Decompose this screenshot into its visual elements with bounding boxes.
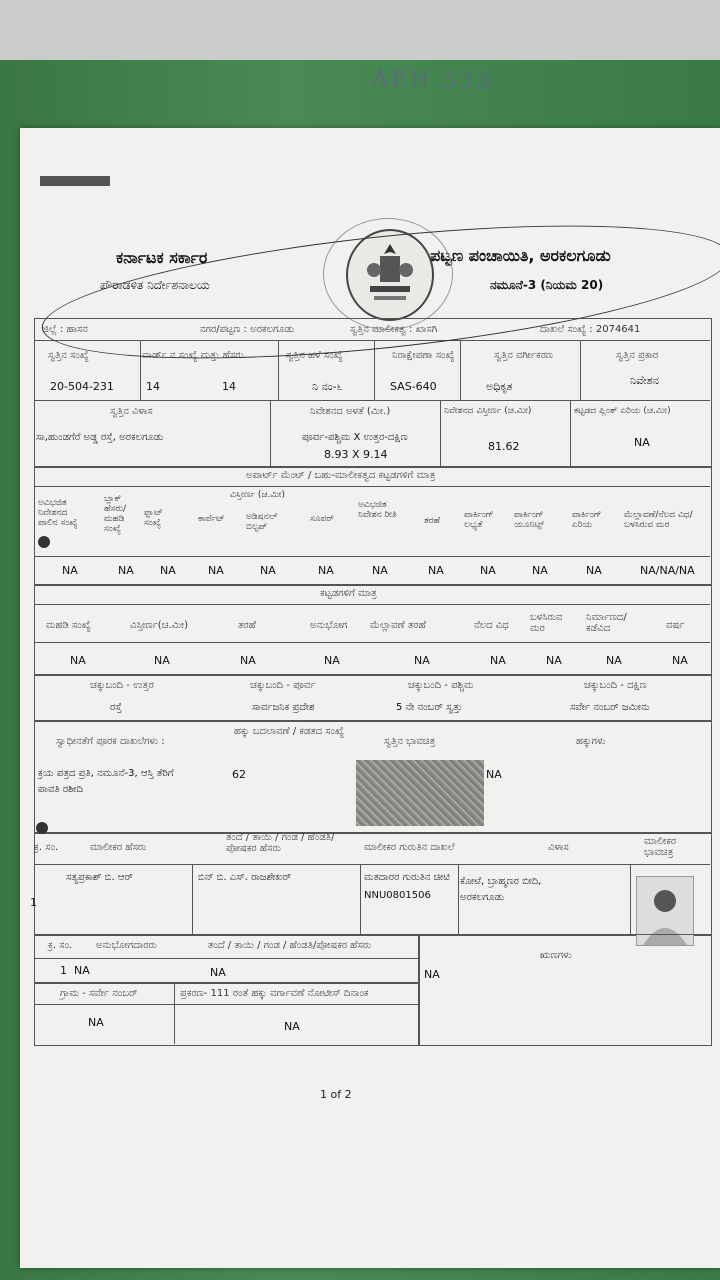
panchayat-title: ಪಟ್ಟಣ ಪಂಚಾಯಿತಿ, ಅರಕಲಗೂಡು (430, 246, 611, 265)
owner-id-number: NNU0801506 (364, 890, 431, 901)
bld-val-4: NA (324, 654, 340, 667)
col-address: ಸ್ವತ್ತಿನ ವಿಳಾಸ (110, 406, 153, 417)
occ-col-liabilities: ಋಣಗಳು (540, 950, 572, 961)
property-photo-label: ಸ್ವತ್ತಿನ ಭಾವಚಿತ್ರ (384, 736, 436, 747)
owner-sl-value: 1 (30, 896, 37, 909)
area-value: 81.62 (488, 440, 520, 453)
apt-val-7: NA (372, 564, 388, 577)
apt-val-4: NA (208, 564, 224, 577)
col-dimensions: ನಿವೇಶನದ ಅಳತೆ (ಮೀ.) (310, 406, 391, 417)
bld-col-5: ಮೆಲ್ಲಾವಣೆ ತರಹೆ (370, 620, 426, 631)
col-area: ನಿವೇಶನದ ವಿಸ್ತೀರ್ಣ (ಚ.ಮೀ) (444, 406, 532, 416)
form-title: ನಮೂನೆ-3 (ನಿಯಮ 20) (490, 278, 604, 292)
owner-name-value: ಸತ್ಯಪ್ರಕಾಶ್ ಬಿ. ಆರ್ (66, 872, 133, 883)
apt-col-6: ಸೂಪರ್ (310, 514, 334, 524)
owner-col-name: ಮಾಲೀಕರ ಹೆಸರು (90, 842, 147, 853)
bld-val-6: NA (490, 654, 506, 667)
apt-col-4: ಕಾರ್ಪೆಟ್ (198, 514, 225, 524)
owner-address-1: ಕೋಟೆ, ಬ್ರಾಹ್ಮಣರ ಬೀದಿ, (460, 876, 542, 887)
north-label: ಚಕ್ಕುಬಂದಿ - ಉತ್ತರ (90, 680, 154, 691)
survey-col-1: ಗ್ರಾಮ - ಸರ್ವೇ ನಂಬರ್ (60, 988, 138, 999)
owner-col-address: ವಿಳಾಸ (548, 842, 569, 853)
dims-direction: ಪೂರ್ವ-ಪಶ್ಚಿಮ X ಉತ್ತರ-ದಕ್ಷಿಣ (302, 432, 408, 443)
apt-col-11: ಪಾರ್ಕಿಂಗ್ ಏರಿಯ (572, 510, 602, 530)
doc-text-1: ಕ್ರಯ ಪತ್ರದ ಪ್ರತಿ, ನಮೂನೆ-3, ಆಸ್ತಿ ತೆರಿಗೆ (38, 768, 174, 779)
col-old-no: ಸ್ವತ್ತಿನ ಹಳೆ ಸಂಖ್ಯೆ (286, 350, 343, 361)
col-noc: ನಿರಾಕ್ಷೇಪಣಾ ಸಂಖ್ಯೆ (392, 350, 455, 361)
survey-val-2: NA (284, 1020, 300, 1033)
bld-col-8: ನಿರ್ಮಾಣದ/ ಕಡೆವಿದ (586, 612, 627, 634)
apt-col-1: ಅವಿಭಜಿತ ನಿವೇಶನದ ಪಾಲಿನ ಸಂಖ್ಯೆ (38, 498, 78, 528)
document-page (20, 128, 720, 1268)
dims-value: 8.93 X 9.14 (324, 448, 388, 461)
rights-change-label: ಹಕ್ಕು ಬದಲಾವಣೆ / ಕಡತದ ಸಂಖ್ಯೆ (234, 726, 345, 737)
east-value: ಸಾರ್ವಜನಿಕ ಪ್ರದೇಶ (252, 702, 315, 713)
bld-val-3: NA (240, 654, 256, 667)
occ-col-father: ತಂದೆ / ತಾಯಿ / ಗಂಡ / ಹೆಂಡತಿ/ಪೋಷಕರ ಹೆಸರು (208, 940, 372, 951)
bld-col-3: ತರಹೆ (238, 620, 256, 631)
apt-val-3: NA (160, 564, 176, 577)
apt-val-2: NA (118, 564, 134, 577)
apt-col-5: ಅಡಿಷನಲ್ ಬಿಲ್ಟಪ್ (246, 512, 278, 532)
district-label: ಜಿಲ್ಲೆ : ಹಾಸನ (42, 324, 88, 335)
south-label: ಚಕ್ಕುಬಂದಿ - ದಕ್ಷಿಣ (584, 680, 647, 691)
noc-value: SAS-640 (390, 380, 437, 393)
punch-hole-top (38, 536, 50, 548)
col-type: ಸ್ವತ್ತಿನ ಪ್ರಕಾರ (616, 350, 659, 361)
apt-val-5: NA (260, 564, 276, 577)
bld-col-7: ಬಳಸಿರುವ ಮರ (530, 612, 563, 634)
apt-val-9: NA (480, 564, 496, 577)
apt-val-10: NA (532, 564, 548, 577)
occ-col-sl: ಕ್ರ. ಸಂ. (48, 940, 73, 951)
entry-number: ದಾಖಲೆ ಸಂಖ್ಯೆ : 2074641 (540, 324, 641, 335)
owner-father-value: ಬಿನ್ ಬಿ. ಎಸ್. ರಾಜಶೇಖರ್ (198, 872, 292, 883)
apt-val-6: NA (318, 564, 334, 577)
apt-col-7: ಅವಿಭಜಿತ ನಿವೇಶನ ರೀತಿ (358, 500, 397, 520)
west-label: ಚಕ್ಕುಬಂದಿ - ಪಶ್ಚಿಮ (408, 680, 474, 691)
address-value: ಸಾ,ಹುಂಡಗೆರೆ ಅಡ್ಡ ರಸ್ತೆ, ಅರಕಲಗೂಡು (36, 432, 164, 443)
east-label: ಚಕ್ಕುಬಂದಿ - ಪೂರ್ವ (250, 680, 316, 691)
bld-val-7: NA (546, 654, 562, 667)
file-number: 62 (232, 768, 246, 781)
owner-col-sl: ಕ್ರ. ಸಂ. (34, 842, 59, 853)
apt-col-9: ಪಾರ್ಕಿಂಗ್ ಲಭ್ಯತೆ (464, 510, 494, 530)
ownership-label: ಸ್ವತ್ತಿನ ಮಾಲೀಕತ್ವ : ಖಾಸಗಿ (350, 324, 438, 335)
apt-val-8: NA (428, 564, 444, 577)
rights-value: NA (486, 768, 502, 781)
owner-address-2: ಅರಕಲಗೂಡು (460, 892, 505, 903)
occ-col-name: ಅನುಭೋಗದಾರರು (96, 940, 157, 951)
north-value: ರಸ್ತೆ (110, 702, 122, 713)
govt-title: ಕರ್ನಾಟಕ ಸರ್ಕಾರ (116, 248, 208, 267)
bld-val-5: NA (414, 654, 430, 667)
bld-val-8: NA (606, 654, 622, 667)
clip-tab (40, 176, 110, 186)
property-photo (356, 760, 484, 826)
classification-value: ಅಧಿಕೃತ (486, 380, 513, 393)
type-value: ನಿವೇಶನ (630, 374, 659, 387)
bld-val-2: NA (154, 654, 170, 667)
punch-hole-bottom (36, 822, 48, 834)
apartment-area-label: ವಿಸ್ತೀರ್ಣ (ಚ.ಮೀ) (230, 490, 286, 500)
owner-col-photo: ಮಾಲೀಕರ ಭಾವಚಿತ್ರ (644, 836, 677, 858)
ward-name-value: 14 (222, 380, 236, 393)
apt-col-3: ಫ್ಲಾಟ್ ಸಂಖ್ಯೆ (144, 508, 163, 528)
bld-col-1: ಮಹಡಿ ಸಂಖ್ಯೆ (46, 620, 91, 631)
owner-col-id: ಮಾಲೀಕರ ಗುರುತಿನ ದಾಖಲೆ (364, 842, 455, 853)
rights-label: ಹಕ್ಕುಗಳು (576, 736, 606, 747)
bld-col-2: ವಿಸ್ತೀರ್ಣ(ಚ.ಮೀ) (130, 620, 189, 631)
col-property-no: ಸ್ವತ್ತಿನ ಸಂಖ್ಯೆ (48, 350, 89, 361)
occ-name-value: NA (74, 964, 90, 977)
liabilities-value: NA (424, 968, 440, 981)
apt-col-8: ತರಹೆ (424, 516, 441, 526)
apt-val-12: NA/NA/NA (640, 564, 695, 577)
town-label: ನಗರ/ಪಟ್ಟಣ : ಅರಕಲಗೂಡು (200, 324, 295, 335)
bld-val-1: NA (70, 654, 86, 667)
occ-sl-value: 1 (60, 964, 67, 977)
handwritten-note: AEH 533 (371, 65, 494, 96)
owner-col-father: ತಂದೆ / ತಾಯಿ / ಗಂಡ / ಹೆಂಡತಿ/ಪೋಷಕರ ಹೆಸರು (226, 832, 335, 854)
page-number: 1 of 2 (320, 1088, 352, 1101)
property-no-value: 20-504-231 (50, 380, 114, 393)
apartment-title: ಅಪಾರ್ಟ್ ಮೆಂಟ್ / ಬಹು-ಮಾಲೀಕತ್ವದ ಕಟ್ಟಡಗಳಿಗೆ ಮಾತ್ರ (246, 470, 436, 481)
survey-col-2: ಪ್ರಕರಣ- 111 ರಂತೆ ಹಕ್ಕು ವರ್ಗಾವಣೆ ನೋಟೀಸ್ ದಿನಾಂಕ (180, 988, 369, 999)
owner-id-type: ಮತದಾರರ ಗುರುತಿನ ಚೀಟಿ (364, 872, 450, 883)
bld-col-6: ನೆಲದ ವಿಧ (474, 620, 509, 631)
doc-text-2: ಪಾವತಿ ರಶೀದಿ (38, 784, 83, 795)
bld-col-4: ಅನುಭೋಗ (310, 620, 348, 631)
building-title: ಕಟ್ಟಡಗಳಿಗೆ ಮಾತ್ರ (320, 588, 377, 599)
col-classification: ಸ್ವತ್ತಿನ ವರ್ಗೀಕರಣ (494, 350, 553, 361)
docs-label: ಸ್ವಾಧೀನತೆಗೆ ಪೂರಕ ದಾಖಲೆಗಳು : (56, 736, 165, 747)
occ-father-value: NA (210, 966, 226, 979)
bld-val-9: NA (672, 654, 688, 667)
ward-no-value: 14 (146, 380, 160, 393)
apt-col-10: ಪಾರ್ಕಿಂಗ್ ಯೂನಿಟ್ಸ್ (514, 510, 545, 530)
plinth-value: NA (634, 436, 650, 449)
west-value: 5 ನೇ ನಂಬರ್ ಸ್ವತ್ತು (396, 702, 463, 713)
col-ward: ವಾರ್ಡ್ ನ ಸಂಖ್ಯೆ ಮತ್ತು ಹೆಸರು (142, 350, 244, 361)
bld-col-9: ವರ್ಷ (666, 620, 685, 631)
survey-val-1: NA (88, 1016, 104, 1029)
col-plinth: ಕಟ್ಟಡದ ಪ್ಲಿಂತ್ ಏರಿಯ (ಚ.ಮೀ) (574, 406, 671, 416)
old-no-value: ನಿ ನಂ-೬ (312, 380, 343, 393)
directorate-title: ಪೌರಾಡಳಿತ ನಿರ್ದೇಶನಾಲಯ (100, 278, 210, 292)
apt-val-1: NA (62, 564, 78, 577)
apt-col-12: ಮೆಲ್ಲಾವಣೆ/ನೆಲದ ವಿಧ/ಬಳಸಿರುವ ಮರ (624, 510, 693, 530)
south-value: ಸರ್ವೇ ನಂಬರ್ ಜಮೀನು (570, 702, 650, 713)
apt-val-11: NA (586, 564, 602, 577)
apt-col-2: ಬ್ಲಾಕ್ ಹೆಸರು/ ಮಹಡಿ ಸಂಖ್ಯೆ (104, 494, 127, 534)
